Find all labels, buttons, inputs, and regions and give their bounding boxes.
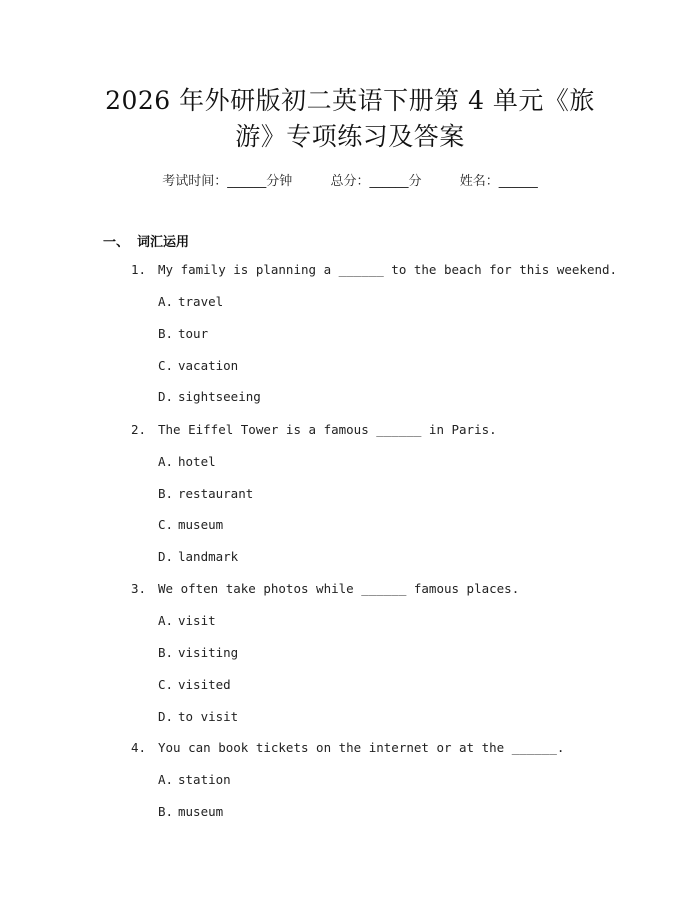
question-3-option-b [158, 645, 238, 660]
section-heading [103, 231, 189, 250]
question-text: We often take photos while ______ famous places. [158, 581, 520, 596]
question-3 [131, 581, 519, 596]
option-text: landmark [178, 549, 239, 564]
question-1-option-b [158, 326, 208, 341]
question-2-option-b [158, 486, 253, 501]
question-4 [131, 740, 564, 755]
option-letter: B. [158, 645, 174, 660]
question-text: My family is planning a ______ to the beach for this weekend. [158, 262, 618, 277]
question-1 [131, 262, 617, 277]
option-text: restaurant [178, 486, 254, 501]
question-1-option-d [158, 389, 261, 404]
option-text: tour [178, 326, 209, 341]
question-3-option-d [158, 709, 238, 724]
question-2-option-a [158, 454, 216, 469]
option-text: museum [178, 517, 224, 532]
option-text: visiting [178, 645, 239, 660]
question-1-option-a [158, 294, 223, 309]
question-number: 1. [131, 262, 147, 277]
option-text: hotel [178, 454, 216, 469]
option-text: visited [178, 677, 231, 692]
section-number: 一、 [103, 235, 130, 250]
exam-title-line-1: 2026 年外研版初二英语下册第 4 单元《旅 [105, 86, 595, 115]
exam-title-line-2: 游》专项练习及答案 [235, 122, 465, 151]
option-letter: B. [158, 486, 174, 501]
option-text: station [178, 772, 231, 787]
question-2 [131, 422, 497, 437]
question-number: 2. [131, 422, 147, 437]
option-text: sightseeing [178, 389, 261, 404]
option-text: vacation [178, 358, 239, 373]
student-name-field: 姓名：______ [459, 174, 538, 189]
option-letter: D. [158, 389, 174, 404]
exam-time-field: 考试时间：______分钟 [162, 174, 293, 189]
option-letter: A. [158, 454, 174, 469]
option-letter: D. [158, 709, 174, 724]
option-text: visit [178, 613, 216, 628]
option-letter: B. [158, 326, 174, 341]
option-text: museum [178, 804, 224, 819]
option-letter: C. [158, 358, 174, 373]
question-3-option-a [158, 613, 216, 628]
question-1-option-c [158, 358, 238, 373]
option-letter: D. [158, 549, 174, 564]
question-4-option-b [158, 804, 223, 819]
option-letter: A. [158, 772, 174, 787]
question-4-option-a [158, 772, 231, 787]
option-letter: C. [158, 517, 174, 532]
question-3-option-c [158, 677, 231, 692]
question-number: 3. [131, 581, 147, 596]
question-number: 4. [131, 740, 147, 755]
question-2-option-d [158, 549, 238, 564]
question-text: You can book tickets on the internet or at the ______. [158, 740, 565, 755]
option-letter: C. [158, 677, 174, 692]
question-text: The Eiffel Tower is a famous ______ in Paris. [158, 422, 497, 437]
option-letter: A. [158, 294, 174, 309]
option-text: to visit [178, 709, 239, 724]
option-text: travel [178, 294, 224, 309]
option-letter: A. [158, 613, 174, 628]
exam-meta-row [0, 170, 700, 189]
section-title: 词汇运用 [137, 235, 190, 250]
exam-score-field: 总分：______分 [330, 174, 422, 189]
question-2-option-c [158, 517, 223, 532]
option-letter: B. [158, 804, 174, 819]
